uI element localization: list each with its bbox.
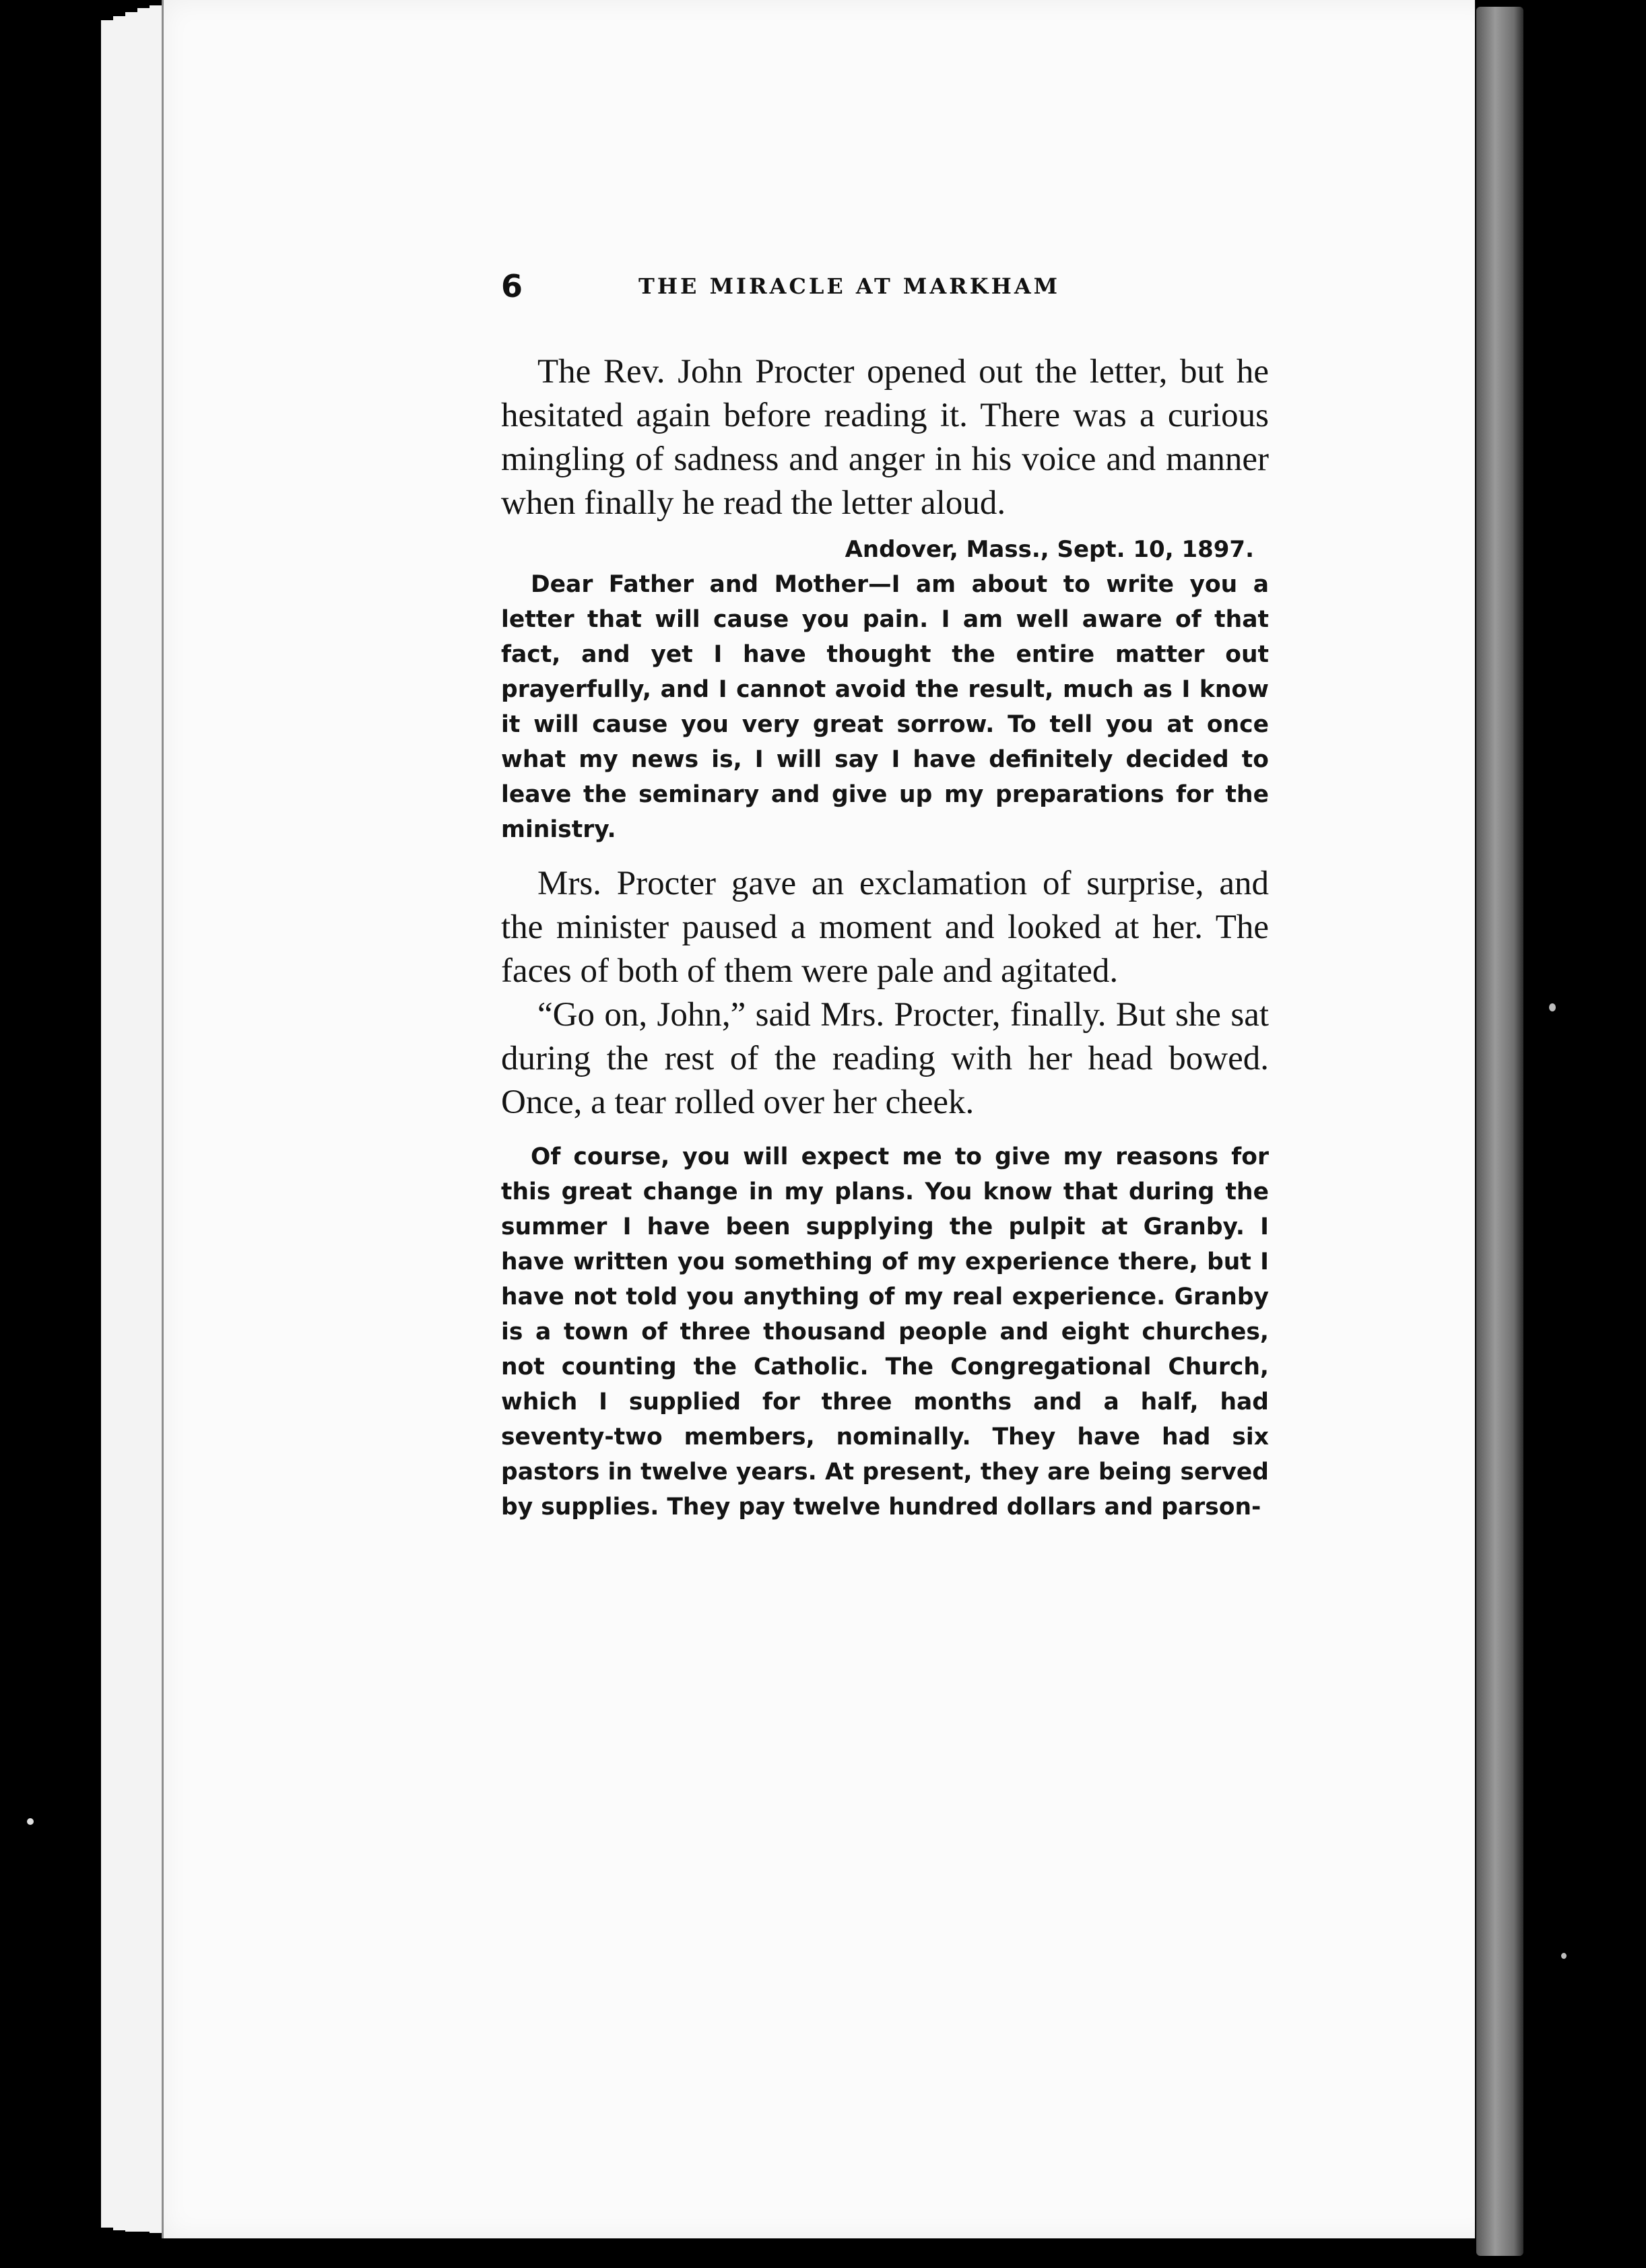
letter-paragraph: Dear Father and Mother—I am about to write you a letter that will cause you pain. I am well aware of that fact, and yet I have thought the entire matter out prayerfully, and I cannot avoid the result, much as I know it will cause you very great sorrow. To tell you at once what my news is, I will say I have definitely decided to leave the seminary and give up my preparations for the ministry.	[501, 571, 1269, 843]
narrative-paragraph: Mrs. Procter gave an exclamation of surprise, and the minister paused a moment and looked at her. The faces of both of them were pale and agitated.	[501, 865, 1269, 990]
narrative-paragraph: The Rev. John Procter opened out the letter, but he hesitated again before reading it. There was a curious mingling of sadness and anger in his voice and manner when finally he read the letter aloud.	[501, 353, 1269, 522]
page-number: 6	[501, 268, 523, 304]
narrative-paragraph: “Go on, John,” said Mrs. Procter, finally. But she sat during the rest of the reading with her head bowed. Once, a tear rolled over her cheek.	[501, 996, 1269, 1121]
letter-paragraph: Of course, you will expect me to give my reasons for this great change in my plans. You know that during the summer I have been supplying the pulpit at Granby. I have written you something of my experience there, but I have not told you anything of my real experience. Granby is a town of three thousand people and eight churches, not counting the Catholic. The Congregational Church, which I supplied for three months and a half, had seventy-two members, nominally. They have had six pastors in twelve years. At present, they are being served by supplies. They pay twelve hundred dollars and parson-	[501, 1143, 1269, 1521]
scan-speck	[1549, 1003, 1556, 1011]
book-title: THE MIRACLE AT MARKHAM	[638, 273, 1061, 299]
scan-speck	[27, 1818, 34, 1825]
binding-edge	[1476, 7, 1523, 2256]
page-body	[501, 350, 1269, 1525]
running-head	[501, 268, 1175, 308]
scan-speck	[1561, 1953, 1567, 1959]
letter-dateline: Andover, Mass., Sept. 10, 1897.	[845, 536, 1254, 563]
